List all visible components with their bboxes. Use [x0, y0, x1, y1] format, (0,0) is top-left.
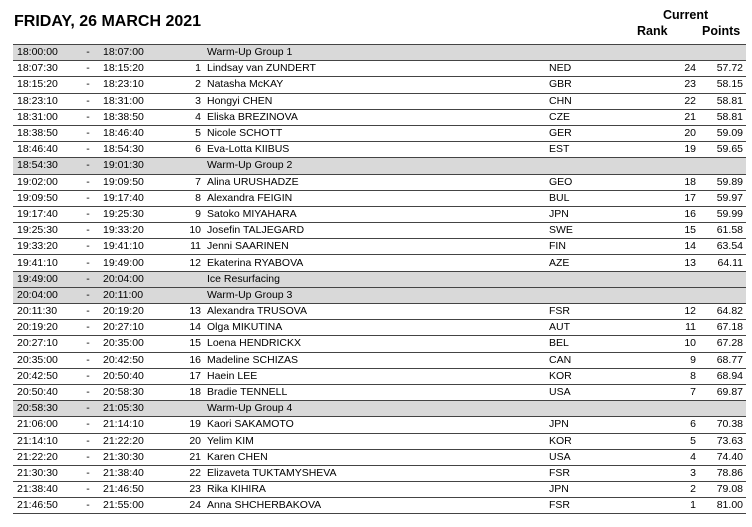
start-number: 20	[173, 433, 207, 449]
time-separator: -	[73, 239, 103, 255]
current-points: 68.77	[700, 352, 746, 368]
nation: SWE	[549, 223, 639, 239]
skater-name: Madeline SCHIZAS	[207, 352, 549, 368]
time-separator: -	[73, 255, 103, 271]
nation: AZE	[549, 255, 639, 271]
skater-row	[13, 304, 746, 320]
current-rank: 1	[639, 498, 700, 514]
start-number: 24	[173, 498, 207, 514]
end-time: 19:09:50	[103, 174, 173, 190]
nation: FSR	[549, 465, 639, 481]
current-rank: 2	[639, 482, 700, 498]
start-time: 19:41:10	[13, 255, 73, 271]
current-points: 59.09	[700, 125, 746, 141]
time-separator: -	[73, 384, 103, 400]
current-points: 59.97	[700, 190, 746, 206]
skater-row	[13, 206, 746, 222]
nation: FSR	[549, 498, 639, 514]
nation: CAN	[549, 352, 639, 368]
start-time: 19:09:50	[13, 190, 73, 206]
time-separator: -	[73, 158, 103, 174]
start-time: 18:38:50	[13, 125, 73, 141]
current-points: 74.40	[700, 449, 746, 465]
time-separator: -	[73, 304, 103, 320]
skater-row	[13, 239, 746, 255]
nation: FSR	[549, 304, 639, 320]
skater-row	[13, 336, 746, 352]
nation: USA	[549, 384, 639, 400]
time-separator: -	[73, 287, 103, 303]
current-rank: 23	[639, 77, 700, 93]
nation	[549, 287, 639, 303]
current-rank: 12	[639, 304, 700, 320]
start-number: 3	[173, 93, 207, 109]
time-separator: -	[73, 465, 103, 481]
skater-row	[13, 368, 746, 384]
group-row	[13, 271, 746, 287]
nation: FIN	[549, 239, 639, 255]
schedule-rows	[13, 45, 746, 514]
skater-row	[13, 320, 746, 336]
end-time: 19:17:40	[103, 190, 173, 206]
time-separator: -	[73, 142, 103, 158]
time-separator: -	[73, 109, 103, 125]
start-time: 21:06:00	[13, 417, 73, 433]
end-time: 20:58:30	[103, 384, 173, 400]
time-separator: -	[73, 449, 103, 465]
skater-name: Josefin TALJEGARD	[207, 223, 549, 239]
time-separator: -	[73, 482, 103, 498]
start-number	[173, 45, 207, 61]
nation	[549, 158, 639, 174]
current-points: 73.63	[700, 433, 746, 449]
skater-name: Kaori SAKAMOTO	[207, 417, 549, 433]
current-rank: 3	[639, 465, 700, 481]
time-separator: -	[73, 336, 103, 352]
end-time: 21:14:10	[103, 417, 173, 433]
current-points: 78.86	[700, 465, 746, 481]
nation: KOR	[549, 368, 639, 384]
current-rank	[639, 158, 700, 174]
current-points	[700, 158, 746, 174]
end-time: 18:23:10	[103, 77, 173, 93]
current-points: 59.99	[700, 206, 746, 222]
start-number: 17	[173, 368, 207, 384]
skater-name: Bradie TENNELL	[207, 384, 549, 400]
start-time: 19:33:20	[13, 239, 73, 255]
nation: CZE	[549, 109, 639, 125]
group-label: Ice Resurfacing	[207, 271, 549, 287]
end-time: 21:55:00	[103, 498, 173, 514]
nation: BEL	[549, 336, 639, 352]
end-time: 20:27:10	[103, 320, 173, 336]
time-separator: -	[73, 271, 103, 287]
skater-name: Eliska BREZINOVA	[207, 109, 549, 125]
time-separator: -	[73, 498, 103, 514]
current-points: 68.94	[700, 368, 746, 384]
skater-row	[13, 109, 746, 125]
start-number: 18	[173, 384, 207, 400]
start-time: 20:11:30	[13, 304, 73, 320]
time-separator: -	[73, 190, 103, 206]
start-time: 20:50:40	[13, 384, 73, 400]
nation: CHN	[549, 93, 639, 109]
skater-row	[13, 417, 746, 433]
time-separator: -	[73, 320, 103, 336]
current-points: 67.28	[700, 336, 746, 352]
points-header: Points	[702, 24, 741, 38]
current-points: 63.54	[700, 239, 746, 255]
end-time: 18:46:40	[103, 125, 173, 141]
end-time: 21:22:20	[103, 433, 173, 449]
start-number: 15	[173, 336, 207, 352]
start-time: 20:27:10	[13, 336, 73, 352]
start-number: 1	[173, 61, 207, 77]
start-number: 19	[173, 417, 207, 433]
start-number: 10	[173, 223, 207, 239]
nation	[549, 271, 639, 287]
time-separator: -	[73, 174, 103, 190]
end-time: 19:41:10	[103, 239, 173, 255]
current-rank: 14	[639, 239, 700, 255]
current-points: 58.15	[700, 77, 746, 93]
current-rank: 9	[639, 352, 700, 368]
skater-name: Hongyi CHEN	[207, 93, 549, 109]
end-time: 21:30:30	[103, 449, 173, 465]
start-number: 13	[173, 304, 207, 320]
current-points	[700, 287, 746, 303]
time-separator: -	[73, 352, 103, 368]
skater-name: Lindsay van ZUNDERT	[207, 61, 549, 77]
current-rank: 4	[639, 449, 700, 465]
nation: JPN	[549, 206, 639, 222]
end-time: 18:54:30	[103, 142, 173, 158]
time-separator: -	[73, 93, 103, 109]
skater-name: Loena HENDRICKX	[207, 336, 549, 352]
current-header: Current	[663, 8, 709, 22]
current-rank: 21	[639, 109, 700, 125]
nation: EST	[549, 142, 639, 158]
current-points	[700, 271, 746, 287]
skater-row	[13, 465, 746, 481]
skater-name: Rika KIHIRA	[207, 482, 549, 498]
current-rank: 22	[639, 93, 700, 109]
skater-name: Alexandra TRUSOVA	[207, 304, 549, 320]
skater-row	[13, 449, 746, 465]
nation: USA	[549, 449, 639, 465]
group-label: Warm-Up Group 2	[207, 158, 549, 174]
start-time: 18:54:30	[13, 158, 73, 174]
start-time: 21:38:40	[13, 482, 73, 498]
current-rank: 17	[639, 190, 700, 206]
skater-name: Yelim KIM	[207, 433, 549, 449]
current-rank	[639, 45, 700, 61]
skater-row	[13, 352, 746, 368]
time-separator: -	[73, 401, 103, 417]
end-time: 19:49:00	[103, 255, 173, 271]
end-time: 20:04:00	[103, 271, 173, 287]
start-number	[173, 287, 207, 303]
skater-row	[13, 384, 746, 400]
current-rank	[639, 401, 700, 417]
end-time: 21:46:50	[103, 482, 173, 498]
current-rank	[639, 271, 700, 287]
current-points: 64.11	[700, 255, 746, 271]
skater-row	[13, 142, 746, 158]
nation: KOR	[549, 433, 639, 449]
start-time: 20:42:50	[13, 368, 73, 384]
skater-row	[13, 174, 746, 190]
current-points: 81.00	[700, 498, 746, 514]
start-number: 2	[173, 77, 207, 93]
start-number: 11	[173, 239, 207, 255]
current-points: 79.08	[700, 482, 746, 498]
current-rank: 20	[639, 125, 700, 141]
current-points: 70.38	[700, 417, 746, 433]
current-points: 69.87	[700, 384, 746, 400]
current-rank: 16	[639, 206, 700, 222]
start-time: 20:04:00	[13, 287, 73, 303]
skater-row	[13, 255, 746, 271]
current-points: 58.81	[700, 109, 746, 125]
start-time: 20:58:30	[13, 401, 73, 417]
nation: JPN	[549, 417, 639, 433]
skater-row	[13, 482, 746, 498]
start-time: 21:14:10	[13, 433, 73, 449]
start-time: 18:15:20	[13, 77, 73, 93]
skater-name: Nicole SCHOTT	[207, 125, 549, 141]
nation: NED	[549, 61, 639, 77]
start-number: 23	[173, 482, 207, 498]
current-rank: 10	[639, 336, 700, 352]
start-number: 16	[173, 352, 207, 368]
current-points	[700, 45, 746, 61]
skater-name: Eva-Lotta KIIBUS	[207, 142, 549, 158]
skater-name: Karen CHEN	[207, 449, 549, 465]
end-time: 19:01:30	[103, 158, 173, 174]
start-time: 21:22:20	[13, 449, 73, 465]
skater-row	[13, 125, 746, 141]
start-number: 14	[173, 320, 207, 336]
group-row	[13, 158, 746, 174]
start-number: 8	[173, 190, 207, 206]
current-rank: 13	[639, 255, 700, 271]
end-time: 19:25:30	[103, 206, 173, 222]
start-number	[173, 401, 207, 417]
group-label: Warm-Up Group 1	[207, 45, 549, 61]
skater-row	[13, 93, 746, 109]
skater-row	[13, 498, 746, 514]
start-time: 20:35:00	[13, 352, 73, 368]
skater-name: Alina URUSHADZE	[207, 174, 549, 190]
start-number: 4	[173, 109, 207, 125]
start-time: 18:23:10	[13, 93, 73, 109]
skater-row	[13, 61, 746, 77]
current-rank: 18	[639, 174, 700, 190]
nation: GBR	[549, 77, 639, 93]
start-number	[173, 158, 207, 174]
start-number: 5	[173, 125, 207, 141]
nation	[549, 45, 639, 61]
current-points: 67.18	[700, 320, 746, 336]
nation: GER	[549, 125, 639, 141]
current-points: 64.82	[700, 304, 746, 320]
start-number: 22	[173, 465, 207, 481]
page-title: FRIDAY, 26 MARCH 2021	[14, 13, 202, 30]
current-points	[700, 401, 746, 417]
time-separator: -	[73, 125, 103, 141]
time-separator: -	[73, 61, 103, 77]
end-time: 20:42:50	[103, 352, 173, 368]
time-separator: -	[73, 223, 103, 239]
skater-name: Natasha McKAY	[207, 77, 549, 93]
start-number: 9	[173, 206, 207, 222]
current-rank: 24	[639, 61, 700, 77]
end-time: 18:15:20	[103, 61, 173, 77]
start-time: 18:31:00	[13, 109, 73, 125]
start-time: 19:17:40	[13, 206, 73, 222]
nation	[549, 401, 639, 417]
current-rank: 11	[639, 320, 700, 336]
skater-row	[13, 190, 746, 206]
start-number: 6	[173, 142, 207, 158]
skater-name: Olga MIKUTINA	[207, 320, 549, 336]
nation: AUT	[549, 320, 639, 336]
end-time: 20:11:00	[103, 287, 173, 303]
current-rank	[639, 287, 700, 303]
skater-name: Alexandra FEIGIN	[207, 190, 549, 206]
nation: JPN	[549, 482, 639, 498]
current-rank: 8	[639, 368, 700, 384]
group-label: Warm-Up Group 3	[207, 287, 549, 303]
start-time: 19:49:00	[13, 271, 73, 287]
time-separator: -	[73, 45, 103, 61]
current-points: 58.81	[700, 93, 746, 109]
start-time: 18:46:40	[13, 142, 73, 158]
current-points: 57.72	[700, 61, 746, 77]
current-rank: 7	[639, 384, 700, 400]
current-rank: 6	[639, 417, 700, 433]
end-time: 20:35:00	[103, 336, 173, 352]
end-time: 20:19:20	[103, 304, 173, 320]
end-time: 21:05:30	[103, 401, 173, 417]
nation: BUL	[549, 190, 639, 206]
current-rank: 19	[639, 142, 700, 158]
start-time: 20:19:20	[13, 320, 73, 336]
start-time: 18:00:00	[13, 45, 73, 61]
start-time: 21:46:50	[13, 498, 73, 514]
skater-name: Elizaveta TUKTAMYSHEVA	[207, 465, 549, 481]
skater-name: Anna SHCHERBAKOVA	[207, 498, 549, 514]
time-separator: -	[73, 433, 103, 449]
group-row	[13, 287, 746, 303]
end-time: 21:38:40	[103, 465, 173, 481]
current-rank: 15	[639, 223, 700, 239]
skater-name: Satoko MIYAHARA	[207, 206, 549, 222]
current-points: 59.89	[700, 174, 746, 190]
time-separator: -	[73, 206, 103, 222]
group-row	[13, 45, 746, 61]
skater-name: Jenni SAARINEN	[207, 239, 549, 255]
end-time: 18:31:00	[103, 93, 173, 109]
group-label: Warm-Up Group 4	[207, 401, 549, 417]
group-row	[13, 401, 746, 417]
end-time: 18:07:00	[103, 45, 173, 61]
start-number: 12	[173, 255, 207, 271]
rank-header: Rank	[637, 24, 668, 38]
end-time: 19:33:20	[103, 223, 173, 239]
skater-row	[13, 433, 746, 449]
skater-name: Haein LEE	[207, 368, 549, 384]
start-time: 21:30:30	[13, 465, 73, 481]
time-separator: -	[73, 368, 103, 384]
start-number: 21	[173, 449, 207, 465]
end-time: 20:50:40	[103, 368, 173, 384]
start-number	[173, 271, 207, 287]
start-time: 19:25:30	[13, 223, 73, 239]
current-points: 59.65	[700, 142, 746, 158]
time-separator: -	[73, 77, 103, 93]
start-time: 19:02:00	[13, 174, 73, 190]
nation: GEO	[549, 174, 639, 190]
skater-name: Ekaterina RYABOVA	[207, 255, 549, 271]
current-points: 61.58	[700, 223, 746, 239]
start-number: 7	[173, 174, 207, 190]
end-time: 18:38:50	[103, 109, 173, 125]
skater-row	[13, 77, 746, 93]
time-separator: -	[73, 417, 103, 433]
start-time: 18:07:30	[13, 61, 73, 77]
current-rank: 5	[639, 433, 700, 449]
skater-row	[13, 223, 746, 239]
schedule-table	[13, 44, 746, 514]
